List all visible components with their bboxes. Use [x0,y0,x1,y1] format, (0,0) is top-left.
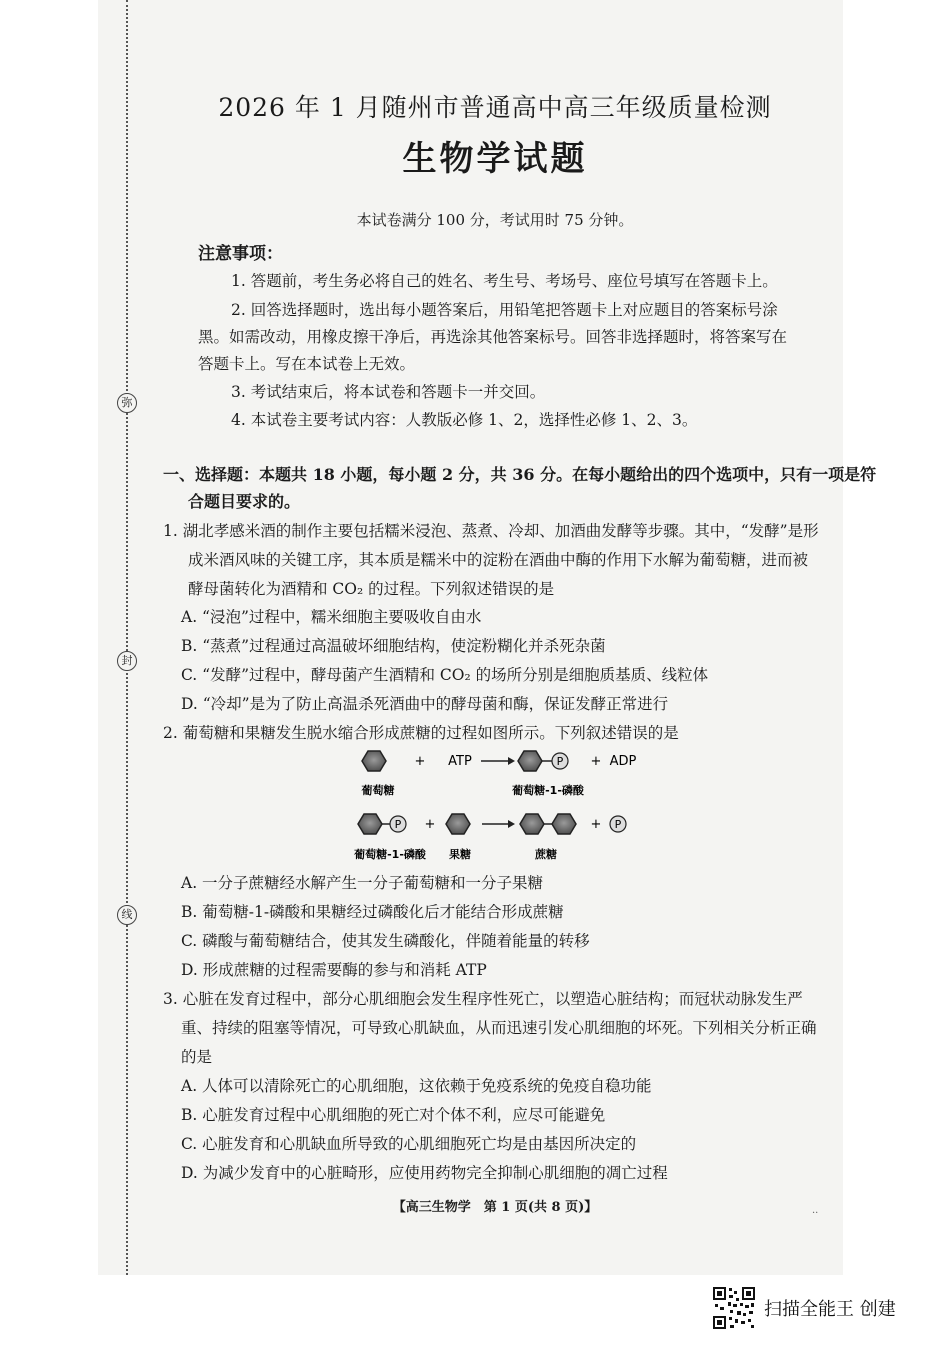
page-footer: 【高三生物学 第 1 页(共 8 页)】 [392,1200,598,1215]
q2-option-d: D. 形成蔗糖的过程需要酶的参与和消耗 ATP [181,961,487,979]
notice-line: 黑。如需改动，用橡皮擦干净后，再选涂其他答案标号。回答非选择题时，将答案写在 [198,328,788,346]
q1-option-d: D. “冷却”是为了防止高温杀死酒曲中的酵母菌和酶，保证发酵正常进行 [181,695,669,713]
notice-line: 答题卡上。写在本试卷上无效。 [198,355,416,373]
exam-title: 2026 年 1 月随州市普通高中高三年级质量检测 [218,93,772,122]
plus-sign: + [414,754,426,769]
g1p-label: 葡萄糖-1-磷酸 [354,848,426,861]
q1-stem: 成米酒风味的关键工序，其本质是糯米中的淀粉在酒曲中酶的作用下水解为葡萄糖，进而被 [188,551,809,569]
glucose-hexagon-icon [518,751,542,771]
q3-stem: 的是 [181,1048,213,1066]
q1-option-b: B. “蒸煮”过程通过高温破坏细胞结构，使淀粉糊化并杀死杂菌 [181,637,606,655]
notice-line: 2. 回答选择题时，选出每小题答案后，用铅笔把答题卡上对应题目的答案标号涂 [231,301,778,319]
phosphate-label: P [614,818,622,831]
binding-mark-xian: 线 [117,905,137,925]
fructose-label: 果糖 [449,848,471,861]
phosphate-label: P [556,755,564,768]
fructose-hexagon-icon [446,814,470,834]
sucrose-label: 蔗糖 [535,848,557,861]
scanner-badge-text: 扫描全能王 创建 [764,1299,896,1320]
g1p-label: 葡萄糖-1-磷酸 [512,784,584,797]
q2-option-c: C. 磷酸与葡萄糖结合，使其发生磷酸化，伴随着能量的转移 [181,932,590,950]
notice-line: 3. 考试结束后，将本试卷和答题卡一并交回。 [231,383,546,401]
glucose-hexagon-icon [358,814,382,834]
atp-label: ATP [448,754,472,769]
plus-sign: + [424,817,436,832]
q2-stem: 2. 葡萄糖和果糖发生脱水缩合形成蔗糖的过程如图所示。下列叙述错误的是 [163,724,679,742]
binding-mark-feng: 封 [117,651,137,671]
q3-option-d: D. 为减少发育中的心脏畸形，应使用药物完全抑制心肌细胞的凋亡过程 [181,1164,668,1182]
q2-option-a: A. 一分子蔗糖经水解产生一分子葡萄糖和一分子果糖 [181,874,544,892]
q1-option-c: C. “发酵”过程中，酵母菌产生酒精和 CO₂ 的场所分别是细胞质基质、线粒体 [181,666,709,684]
exam-meta: 本试卷满分 100 分，考试用时 75 分钟。 [356,211,634,229]
fructose-hexagon-icon [552,814,576,834]
plus-sign: + [590,754,602,769]
binding-mark-mi: 弥 [117,393,137,413]
q3-option-a: A. 人体可以清除死亡的心肌细胞，这依赖于免疫系统的免疫自稳功能 [181,1077,652,1095]
corner-mark: ·· [812,1208,819,1219]
notice-line: 4. 本试卷主要考试内容：人教版必修 1、2，选择性必修 1、2、3。 [231,411,698,429]
glucose-hexagon-icon [362,751,386,771]
section-heading: 一、选择题：本题共 18 小题，每小题 2 分，共 36 分。在每小题给出的四个选项中，只有一项是符 [163,465,877,484]
q3-stem: 3. 心脏在发育过程中，部分心肌细胞会发生程序性死亡，以塑造心脏结构；而冠状动脉发生严 [163,990,803,1008]
section-heading-cont: 合题目要求的。 [188,492,301,511]
q1-option-a: A. “浸泡”过程中，糯米细胞主要吸收自由水 [181,608,482,626]
q1-stem: 1. 湖北孝感米酒的制作主要包括糯米浸泡、蒸煮、冷却、加酒曲发酵等步骤。其中，“发酵”是形 [163,522,819,540]
binding-margin-line [126,0,128,1275]
q2-option-b: B. 葡萄糖-1-磷酸和果糖经过磷酸化后才能结合形成蔗糖 [181,903,564,921]
notice-line: 1. 答题前，考生务必将自己的姓名、考生号、考场号、座位号填写在答题卡上。 [231,272,778,290]
glucose-hexagon-icon [520,814,544,834]
q3-stem: 重、持续的阻塞等情况，可导致心肌缺血，从而迅速引发心肌细胞的坏死。下列相关分析正确 [181,1019,817,1037]
scanner-watermark [712,1285,927,1331]
subject-title: 生物学试题 [402,139,588,179]
adp-label: ADP [609,754,637,769]
sucrose-synthesis-diagram [340,745,660,863]
q1-stem: 酵母菌转化为酒精和 CO₂ 的过程。下列叙述错误的是 [188,580,555,598]
qr-code-icon [712,1286,756,1330]
notice-title: 注意事项： [198,244,283,264]
glucose-label: 葡萄糖 [361,784,395,797]
phosphate-label: P [394,818,402,831]
q3-option-c: C. 心脏发育和心肌缺血所导致的心肌细胞死亡均是由基因所决定的 [181,1135,637,1153]
q3-option-b: B. 心脏发育过程中心肌细胞的死亡对个体不利，应尽可能避免 [181,1106,606,1124]
plus-sign: + [590,817,602,832]
